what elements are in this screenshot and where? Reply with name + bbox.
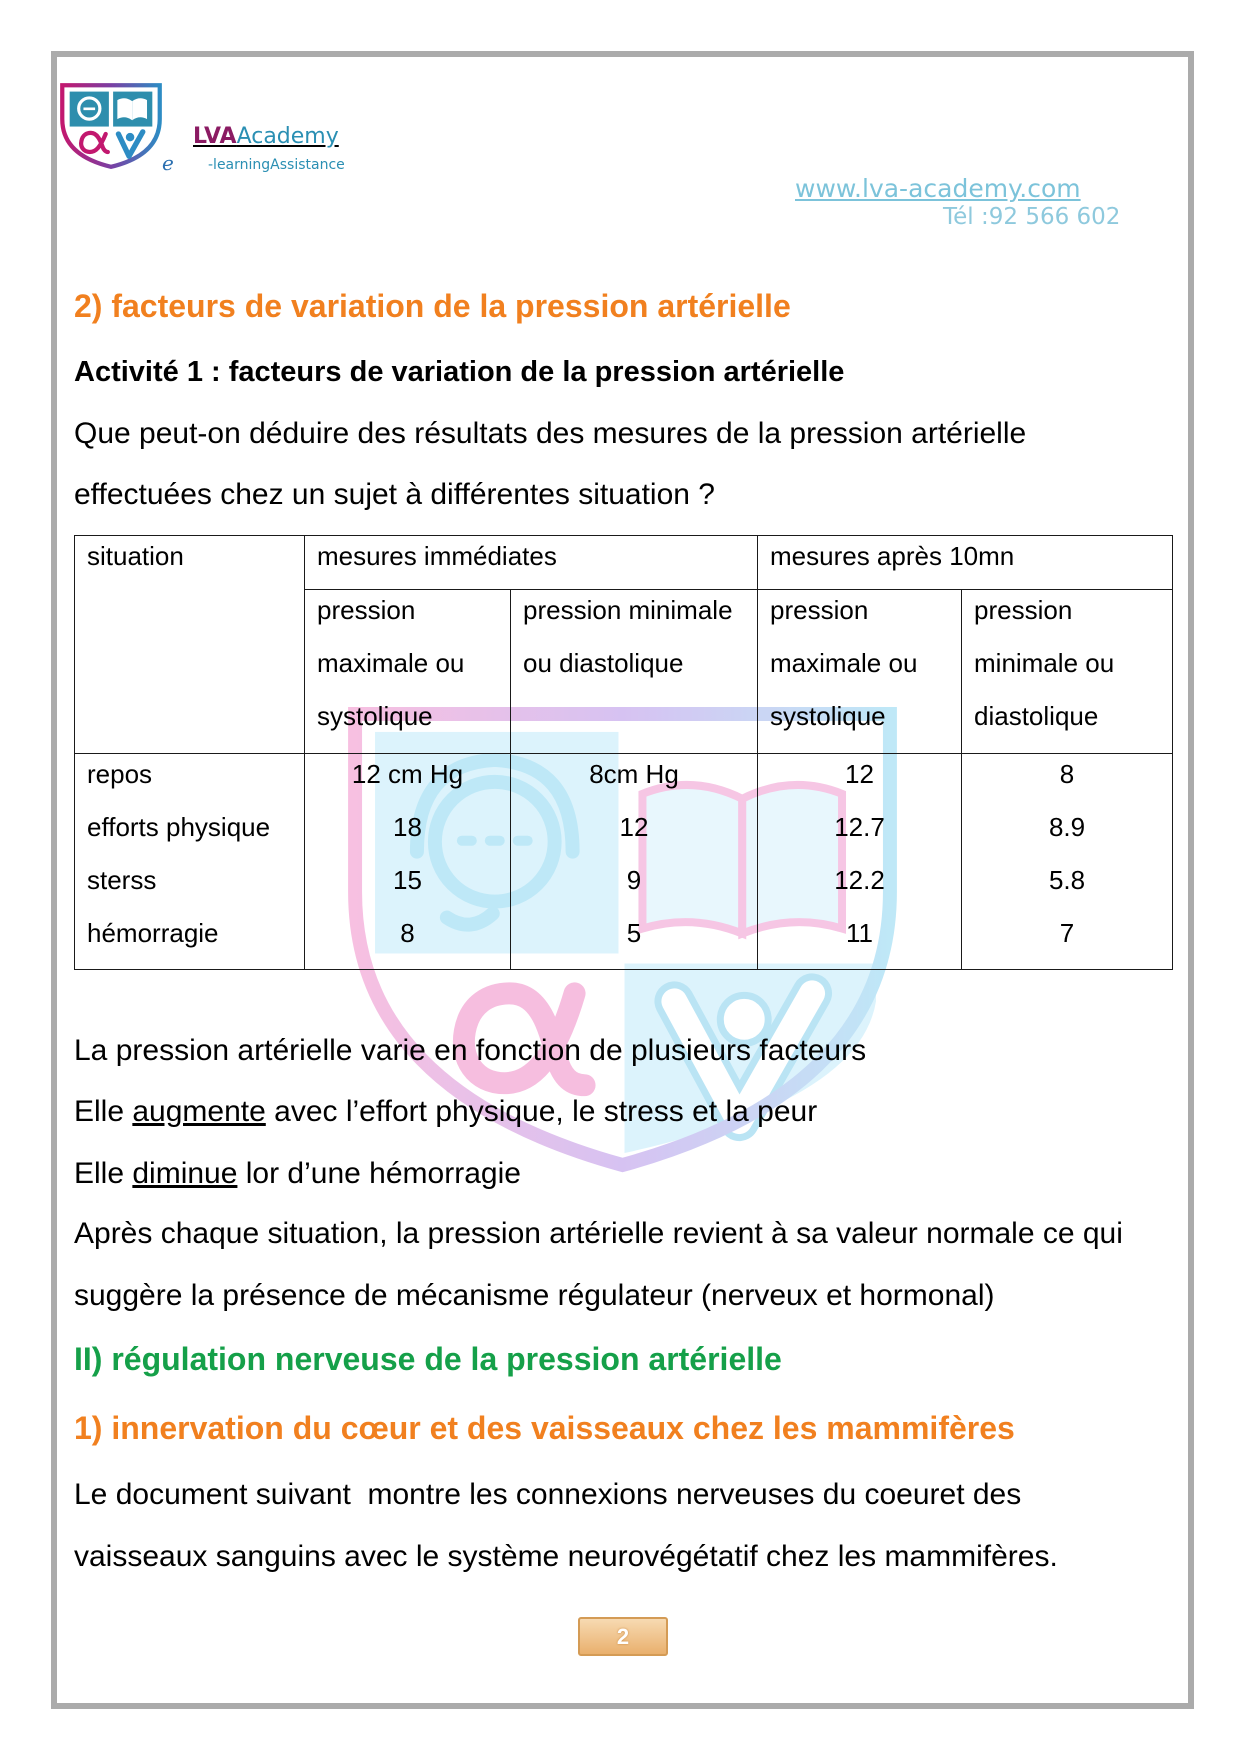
table-cell-value: 12 <box>845 759 874 789</box>
header-group-after-label: mesures après 10mn <box>770 541 1015 571</box>
table-cell-value: 8 <box>400 918 415 948</box>
lva-logo <box>58 81 164 170</box>
conclusion-line-1: La pression artérielle varie en fonction de plusieurs facteurs <box>74 1034 867 1067</box>
table-cell-value: 8cm Hg <box>589 759 679 789</box>
table-cell-value: 15 <box>393 865 422 895</box>
table-cell-value: 5.8 <box>1048 865 1086 895</box>
table-header-row <box>75 536 1173 590</box>
table-cell-value: 8 <box>1059 759 1075 789</box>
situation-label: hémorragie <box>87 918 219 948</box>
brand-tagline: -learningAssistance <box>208 157 345 173</box>
values-diastolic-after <box>962 754 1173 970</box>
underlined-word-diminue: diminue <box>132 1157 238 1190</box>
subheader-line: maximale ou <box>770 648 918 678</box>
table-cell-value: 5 <box>626 918 642 948</box>
subheader-line: pression <box>317 595 416 625</box>
section-title: 2) facteurs de variation de la pression artérielle <box>74 288 791 324</box>
website-link[interactable]: www.lva-academy.com <box>795 174 1081 203</box>
conclusion-line-3-after: lor d’une hémorragie <box>237 1157 521 1190</box>
table-cell-value: 7 <box>1059 918 1075 948</box>
question-line-2: effectuées chez un sujet à différentes situation ? <box>74 478 715 511</box>
table-cell-value: 12 <box>619 812 649 842</box>
header-situation <box>75 536 305 754</box>
subheader-systolic-after <box>758 590 962 754</box>
table-cell-value: 11 <box>846 918 874 948</box>
subheader-line: pression <box>770 595 869 625</box>
brand-e: e <box>162 151 174 175</box>
situation-column <box>75 754 305 970</box>
subheader-line: systolique <box>770 701 886 731</box>
situation-label: efforts physique <box>87 812 271 842</box>
page-number: 2 <box>578 1617 668 1656</box>
subsection-title: 1) innervation du cœur et des vaisseaux chez les mammifères <box>74 1410 1015 1446</box>
subheader-diastolic-after <box>962 590 1173 754</box>
values-systolic-immediate <box>305 754 511 970</box>
document-line-2: vaisseaux sanguins avec le système neurovégétatif chez les mammifères. <box>74 1540 1058 1573</box>
brand-name <box>193 124 339 150</box>
conclusion-line-4: Après chaque situation, la pression artérielle revient à sa valeur normale ce qui <box>74 1217 1123 1250</box>
brand-prefix: LVA <box>193 124 237 149</box>
table-cell-value: 12.2 <box>834 865 885 895</box>
subheader-line: pression <box>974 595 1073 625</box>
question-line-1: Que peut-on déduire des résultats des mesures de la pression artérielle <box>74 417 1027 450</box>
table-cell-value: 8.9 <box>1048 812 1086 842</box>
subheader-diastolic-immediate <box>511 590 758 754</box>
book-icon <box>117 98 147 120</box>
subheader-line: systolique <box>317 701 433 731</box>
subheader-systolic-immediate <box>305 590 511 754</box>
brand-suffix: Academy <box>236 124 339 149</box>
conclusion-line-3 <box>74 1154 521 1194</box>
header-group-after <box>758 536 1173 590</box>
table-cell-value: 12.7 <box>834 812 885 842</box>
table-cell-value: 9 <box>626 865 642 895</box>
values-systolic-after <box>758 754 962 970</box>
table-cell-value: 18 <box>393 812 422 842</box>
section-2-title: II) régulation nerveuse de la pression artérielle <box>74 1341 782 1377</box>
header-group-immediate-label: mesures immédiates <box>317 541 557 571</box>
subheader-line: minimale ou <box>974 648 1115 678</box>
header-group-immediate <box>305 536 758 590</box>
document-line-1: Le document suivant montre les connexions nerveuses du coeuret des <box>74 1478 1022 1511</box>
conclusion-line-2 <box>74 1092 817 1132</box>
values-diastolic-immediate <box>511 754 758 970</box>
subheader-line: ou diastolique <box>523 648 684 678</box>
conclusion-line-5: suggère la présence de mécanisme régulateur (nerveux et hormonal) <box>74 1279 995 1312</box>
conclusion-line-3-before: Elle <box>74 1157 133 1190</box>
underlined-word-augmente: augmente <box>132 1095 266 1128</box>
conclusion-line-2-after: avec l’effort physique, le stress et la peur <box>265 1095 818 1128</box>
situation-label: repos <box>87 759 153 789</box>
measurements-table <box>74 535 1173 970</box>
phone-number: Tél :92 566 602 <box>943 204 1121 230</box>
header-situation-label: situation <box>87 541 184 571</box>
situation-label: sterss <box>87 865 157 895</box>
subheader-line: maximale ou <box>317 648 465 678</box>
table-data-row <box>75 754 1173 970</box>
activity-title: Activité 1 : facteurs de variation de la pression artérielle <box>74 356 845 388</box>
subheader-line: pression minimale <box>523 595 733 625</box>
table-cell-value: 12 cm Hg <box>351 759 464 789</box>
conclusion-line-2-before: Elle <box>74 1095 133 1128</box>
subheader-line: diastolique <box>974 701 1099 731</box>
